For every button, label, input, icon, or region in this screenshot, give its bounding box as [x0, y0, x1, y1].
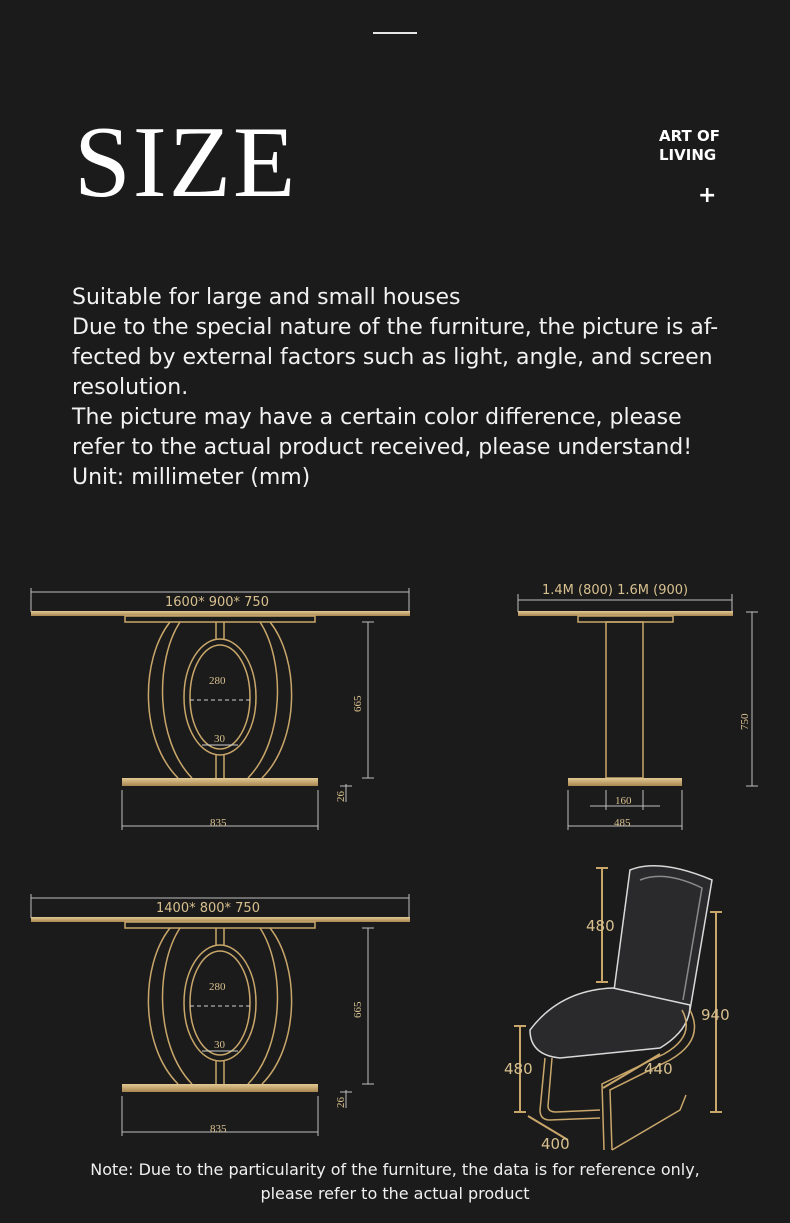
table-1400-inner-width: 280 [209, 981, 226, 993]
chair-width: 400 [541, 1135, 570, 1153]
chair-drawing [514, 866, 722, 1150]
table-side-pillar-width: 160 [615, 795, 632, 807]
table-1600-base-height: 26 [335, 791, 347, 802]
table-1600-pillar-width: 30 [214, 733, 225, 745]
description-line: Unit: millimeter (mm) [72, 465, 311, 490]
description-line: Due to the special nature of the furniture, the picture is af- [72, 315, 719, 340]
description-line: fected by external factors such as light, angle, and screen [72, 345, 713, 370]
page-title: SIZE [74, 106, 298, 219]
chair-total-height: 940 [701, 1006, 730, 1024]
table-side-base-width: 485 [614, 817, 631, 829]
table-1400-top-label: 1400* 800* 750 [156, 901, 260, 916]
plus-icon: + [698, 183, 717, 208]
description-line: resolution. [72, 375, 189, 400]
chair-seat-depth: 440 [644, 1060, 673, 1078]
footer-note-line-1: Note: Due to the particularity of the furniture, the data is for reference only, [90, 1160, 700, 1179]
table-1600-top-label: 1600* 900* 750 [165, 595, 269, 610]
table-side-view [518, 594, 758, 830]
footer-note-line-2: please refer to the actual product [260, 1184, 530, 1203]
description-line: Suitable for large and small houses [72, 285, 461, 310]
table-side-top-label: 1.4M (800) 1.6M (900) [542, 583, 689, 598]
table-1600-height: 665 [352, 695, 364, 712]
table-1400-height: 665 [352, 1001, 364, 1018]
chair-back-height: 480 [586, 917, 615, 935]
chair-seat-height: 480 [504, 1060, 533, 1078]
table-1400-pillar-width: 30 [214, 1039, 225, 1051]
table-1600-inner-width: 280 [209, 675, 226, 687]
table-side-height: 750 [739, 713, 751, 730]
table-1400-base-width: 835 [210, 1123, 227, 1135]
brand-line-2: LIVING [659, 146, 717, 164]
description-line: The picture may have a certain color difference, please [72, 405, 682, 430]
table-1600-base-width: 835 [210, 817, 227, 829]
brand-line-1: ART OF [659, 127, 720, 145]
description-line: refer to the actual product received, please understand! [72, 435, 693, 460]
footer-note [0, 1158, 790, 1206]
table-1400-base-height: 26 [335, 1097, 347, 1108]
